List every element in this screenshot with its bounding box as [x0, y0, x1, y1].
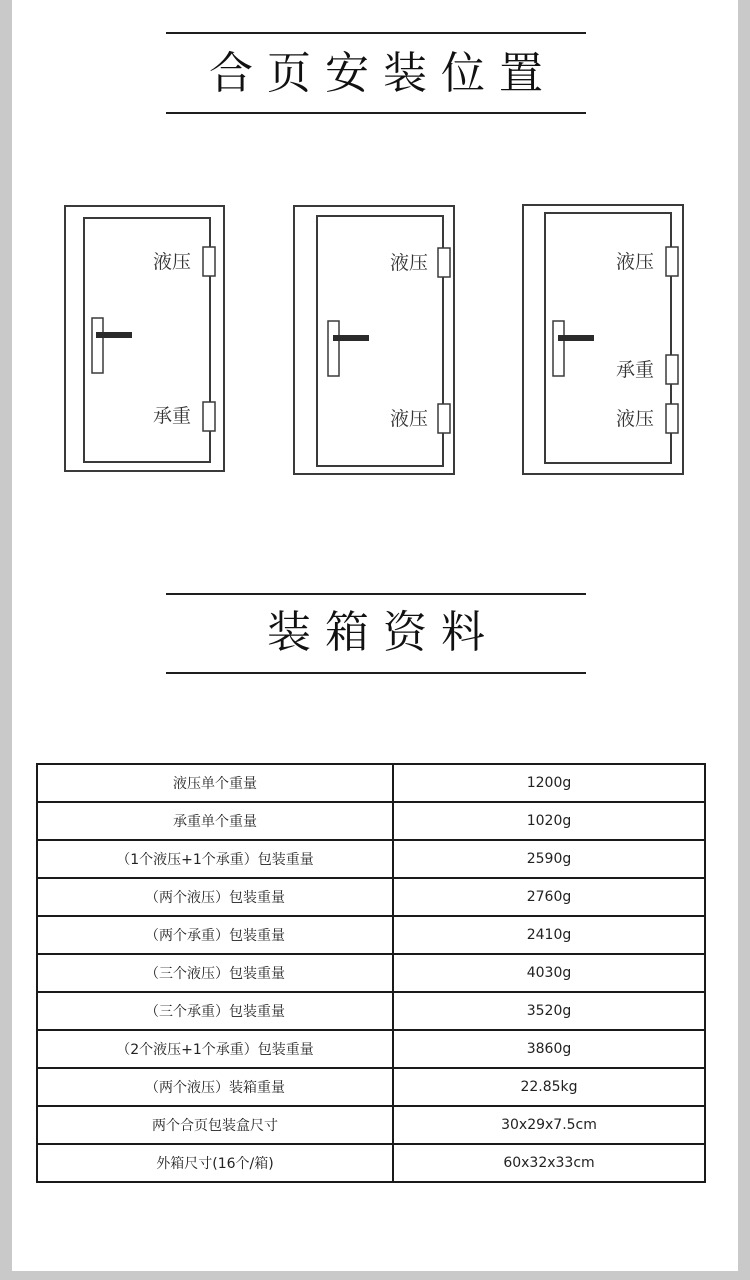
table-row [37, 1144, 705, 1182]
row-label: 承重单个重量 [37, 802, 393, 840]
row-value: 60x32x33cm [393, 1144, 705, 1182]
hinge-icon [438, 248, 450, 277]
hinge-label: 承重 [153, 405, 192, 427]
row-label: 外箱尺寸(16个/箱) [37, 1144, 393, 1182]
hinge-icon [438, 404, 450, 433]
door-diagram-1 [65, 206, 224, 471]
row-label: （两个液压）包装重量 [37, 878, 393, 916]
table-row [37, 802, 705, 840]
page [12, 0, 738, 1271]
row-label: 液压单个重量 [37, 764, 393, 802]
row-label: （三个承重）包装重量 [37, 992, 393, 1030]
table-row [37, 992, 705, 1030]
row-label: （两个液压）装箱重量 [37, 1068, 393, 1106]
row-value: 2760g [393, 878, 705, 916]
hinge-diagrams [12, 0, 738, 540]
row-label: （1个液压+1个承重）包装重量 [37, 840, 393, 878]
row-value: 3520g [393, 992, 705, 1030]
door-handle-plate [328, 321, 339, 376]
hinge-icon [666, 355, 678, 384]
row-label: （三个液压）包装重量 [37, 954, 393, 992]
row-value: 22.85kg [393, 1068, 705, 1106]
row-label: （两个承重）包装重量 [37, 916, 393, 954]
row-value: 30x29x7.5cm [393, 1106, 705, 1144]
door-handle-plate [92, 318, 103, 373]
door-diagram-2 [294, 206, 454, 474]
door-handle [558, 335, 594, 341]
table-row [37, 878, 705, 916]
hinge-label: 液压 [390, 408, 429, 430]
heading-bottom-rule [166, 672, 586, 674]
packing-spec-table [36, 763, 706, 1183]
door-handle [96, 332, 132, 338]
door-handle [333, 335, 369, 341]
hinge-label: 液压 [390, 252, 429, 274]
table-row [37, 916, 705, 954]
row-label: 两个合页包装盒尺寸 [37, 1106, 393, 1144]
hinge-icon [666, 247, 678, 276]
section-title: 装箱资料 [267, 607, 499, 658]
table-row [37, 1030, 705, 1068]
hinge-icon [203, 247, 215, 276]
row-value: 3860g [393, 1030, 705, 1068]
hinge-icon [203, 402, 215, 431]
hinge-icon [666, 404, 678, 433]
section-heading-packing-info [166, 593, 586, 677]
row-value: 2410g [393, 916, 705, 954]
heading-top-rule [166, 593, 586, 595]
table-row [37, 1068, 705, 1106]
door-handle-plate [553, 321, 564, 376]
row-value: 4030g [393, 954, 705, 992]
table-row [37, 764, 705, 802]
hinge-label: 液压 [153, 251, 192, 273]
table-row [37, 954, 705, 992]
section-title: 合页安装位置 [209, 48, 557, 99]
row-label: （2个液压+1个承重）包装重量 [37, 1030, 393, 1068]
row-value: 2590g [393, 840, 705, 878]
table-row [37, 840, 705, 878]
row-value: 1020g [393, 802, 705, 840]
table-row [37, 1106, 705, 1144]
door-diagram-3 [523, 205, 683, 474]
hinge-label: 承重 [616, 359, 655, 381]
row-value: 1200g [393, 764, 705, 802]
hinge-label: 液压 [616, 408, 655, 430]
hinge-label: 液压 [616, 251, 655, 273]
